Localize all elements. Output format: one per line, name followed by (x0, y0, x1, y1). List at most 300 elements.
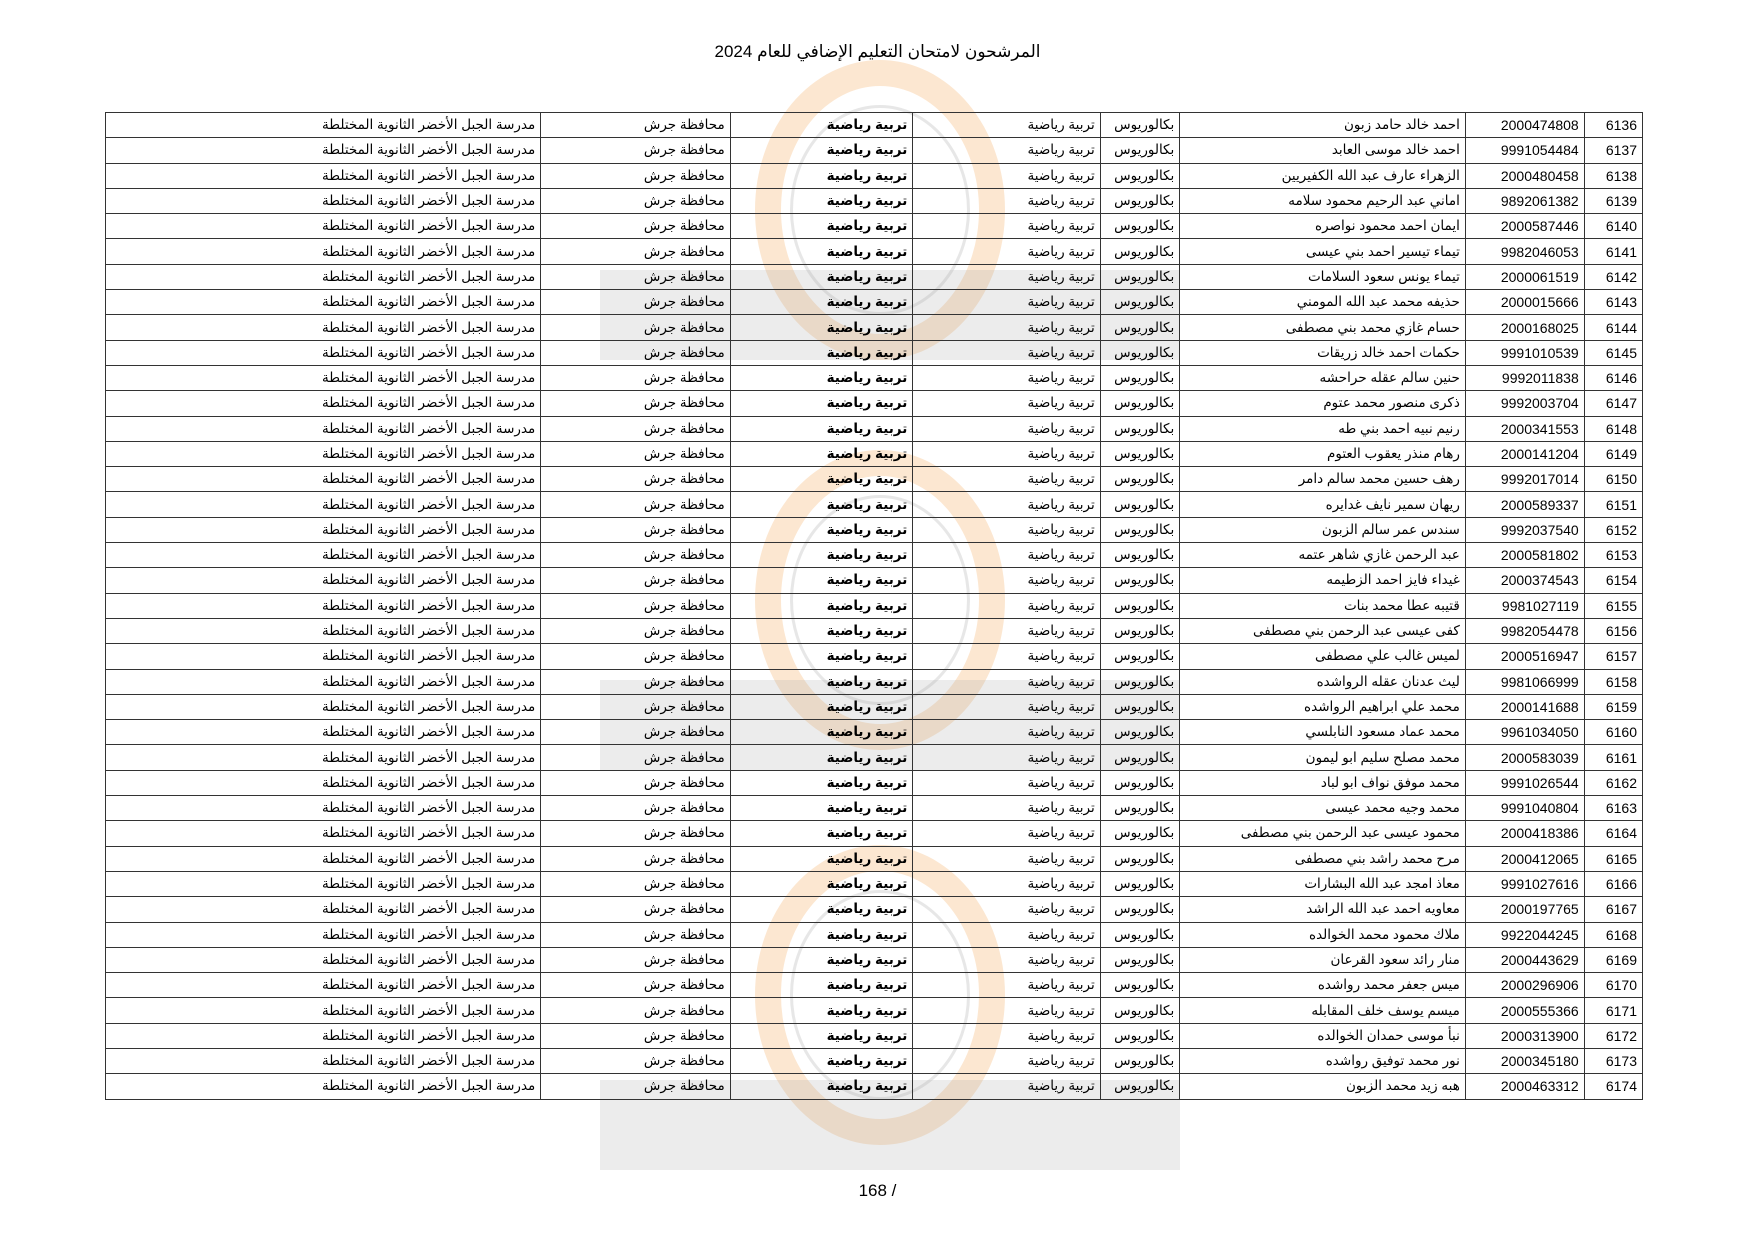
major-cell: تربية رياضية (913, 188, 1100, 213)
school-cell: مدرسة الجبل الأخضر الثانوية المختلطة (106, 745, 541, 770)
seq-cell: 6161 (1584, 745, 1642, 770)
exam-subject-cell: تربية رياضية (730, 568, 913, 593)
governorate-cell: محافظة جرش (541, 113, 730, 138)
name-cell: حكمات احمد خالد زريقات (1180, 340, 1466, 365)
table-row (106, 568, 1643, 593)
seq-cell: 6162 (1584, 770, 1642, 795)
seq-cell: 6172 (1584, 1023, 1642, 1048)
seq-cell: 6145 (1584, 340, 1642, 365)
degree-cell: بكالوريوس (1100, 543, 1180, 568)
seq-cell: 6174 (1584, 1074, 1642, 1099)
name-cell: محمد عماد مسعود النابلسي (1180, 720, 1466, 745)
school-cell: مدرسة الجبل الأخضر الثانوية المختلطة (106, 188, 541, 213)
exam-subject-cell: تربية رياضية (730, 973, 913, 998)
national-id-cell: 2000443629 (1465, 947, 1584, 972)
seq-cell: 6139 (1584, 188, 1642, 213)
governorate-cell: محافظة جرش (541, 517, 730, 542)
national-id-cell: 2000587446 (1465, 214, 1584, 239)
name-cell: غيداء فايز احمد الزطيمه (1180, 568, 1466, 593)
national-id-cell: 2000581802 (1465, 543, 1584, 568)
seq-cell: 6165 (1584, 846, 1642, 871)
table-row (106, 644, 1643, 669)
exam-subject-cell: تربية رياضية (730, 214, 913, 239)
seq-cell: 6171 (1584, 998, 1642, 1023)
name-cell: هبه زيد محمد الزبون (1180, 1074, 1466, 1099)
seq-cell: 6169 (1584, 947, 1642, 972)
national-id-cell: 2000141688 (1465, 694, 1584, 719)
major-cell: تربية رياضية (913, 163, 1100, 188)
governorate-cell: محافظة جرش (541, 340, 730, 365)
national-id-cell: 2000296906 (1465, 973, 1584, 998)
governorate-cell: محافظة جرش (541, 416, 730, 441)
school-cell: مدرسة الجبل الأخضر الثانوية المختلطة (106, 441, 541, 466)
school-cell: مدرسة الجبل الأخضر الثانوية المختلطة (106, 391, 541, 416)
governorate-cell: محافظة جرش (541, 694, 730, 719)
table-row (106, 821, 1643, 846)
exam-subject-cell: تربية رياضية (730, 998, 913, 1023)
seq-cell: 6168 (1584, 922, 1642, 947)
governorate-cell: محافظة جرش (541, 593, 730, 618)
table-row (106, 365, 1643, 390)
exam-subject-cell: تربية رياضية (730, 492, 913, 517)
exam-subject-cell: تربية رياضية (730, 846, 913, 871)
name-cell: احمد خالد موسى العابد (1180, 138, 1466, 163)
table-row (106, 340, 1643, 365)
national-id-cell: 9992037540 (1465, 517, 1584, 542)
exam-subject-cell: تربية رياضية (730, 796, 913, 821)
seq-cell: 6156 (1584, 618, 1642, 643)
governorate-cell: محافظة جرش (541, 745, 730, 770)
governorate-cell: محافظة جرش (541, 1023, 730, 1048)
seq-cell: 6164 (1584, 821, 1642, 846)
table-row (106, 1023, 1643, 1048)
national-id-cell: 9991010539 (1465, 340, 1584, 365)
major-cell: تربية رياضية (913, 720, 1100, 745)
degree-cell: بكالوريوس (1100, 897, 1180, 922)
governorate-cell: محافظة جرش (541, 365, 730, 390)
seq-cell: 6141 (1584, 239, 1642, 264)
major-cell: تربية رياضية (913, 340, 1100, 365)
school-cell: مدرسة الجبل الأخضر الثانوية المختلطة (106, 138, 541, 163)
exam-subject-cell: تربية رياضية (730, 1023, 913, 1048)
school-cell: مدرسة الجبل الأخضر الثانوية المختلطة (106, 543, 541, 568)
school-cell: مدرسة الجبل الأخضر الثانوية المختلطة (106, 568, 541, 593)
exam-subject-cell: تربية رياضية (730, 593, 913, 618)
governorate-cell: محافظة جرش (541, 163, 730, 188)
school-cell: مدرسة الجبل الأخضر الثانوية المختلطة (106, 517, 541, 542)
exam-subject-cell: تربية رياضية (730, 770, 913, 795)
seq-cell: 6173 (1584, 1048, 1642, 1073)
degree-cell: بكالوريوس (1100, 973, 1180, 998)
name-cell: الزهراء عارف عبد الله الكفيريين (1180, 163, 1466, 188)
degree-cell: بكالوريوس (1100, 315, 1180, 340)
name-cell: محمود عيسى عبد الرحمن بني مصطفى (1180, 821, 1466, 846)
major-cell: تربية رياضية (913, 669, 1100, 694)
name-cell: ريهان سمير نايف غدايره (1180, 492, 1466, 517)
national-id-cell: 2000197765 (1465, 897, 1584, 922)
name-cell: اماني عبد الرحيم محمود سلامه (1180, 188, 1466, 213)
national-id-cell: 2000480458 (1465, 163, 1584, 188)
school-cell: مدرسة الجبل الأخضر الثانوية المختلطة (106, 897, 541, 922)
degree-cell: بكالوريوس (1100, 922, 1180, 947)
table-row (106, 694, 1643, 719)
national-id-cell: 2000463312 (1465, 1074, 1584, 1099)
degree-cell: بكالوريوس (1100, 163, 1180, 188)
major-cell: تربية رياضية (913, 821, 1100, 846)
name-cell: محمد وجيه محمد عيسى (1180, 796, 1466, 821)
degree-cell: بكالوريوس (1100, 188, 1180, 213)
table-row (106, 492, 1643, 517)
exam-subject-cell: تربية رياضية (730, 1048, 913, 1073)
major-cell: تربية رياضية (913, 264, 1100, 289)
exam-subject-cell: تربية رياضية (730, 644, 913, 669)
table-row (106, 264, 1643, 289)
school-cell: مدرسة الجبل الأخضر الثانوية المختلطة (106, 593, 541, 618)
major-cell: تربية رياضية (913, 1048, 1100, 1073)
table-row (106, 846, 1643, 871)
degree-cell: بكالوريوس (1100, 770, 1180, 795)
table-row (106, 416, 1643, 441)
national-id-cell: 9961034050 (1465, 720, 1584, 745)
governorate-cell: محافظة جرش (541, 1048, 730, 1073)
exam-subject-cell: تربية رياضية (730, 1074, 913, 1099)
name-cell: محمد موفق نواف ابو لباد (1180, 770, 1466, 795)
seq-cell: 6157 (1584, 644, 1642, 669)
table-row (106, 922, 1643, 947)
national-id-cell: 2000168025 (1465, 315, 1584, 340)
exam-subject-cell: تربية رياضية (730, 745, 913, 770)
table-row (106, 239, 1643, 264)
exam-subject-cell: تربية رياضية (730, 669, 913, 694)
major-cell: تربية رياضية (913, 593, 1100, 618)
major-cell: تربية رياضية (913, 644, 1100, 669)
name-cell: حنين سالم عقله حراحشه (1180, 365, 1466, 390)
seq-cell: 6158 (1584, 669, 1642, 694)
national-id-cell: 2000474808 (1465, 113, 1584, 138)
exam-subject-cell: تربية رياضية (730, 618, 913, 643)
seq-cell: 6140 (1584, 214, 1642, 239)
school-cell: مدرسة الجبل الأخضر الثانوية المختلطة (106, 669, 541, 694)
name-cell: ميسم يوسف خلف المقابله (1180, 998, 1466, 1023)
national-id-cell: 2000516947 (1465, 644, 1584, 669)
name-cell: رهف حسين محمد سالم دامر (1180, 467, 1466, 492)
school-cell: مدرسة الجبل الأخضر الثانوية المختلطة (106, 340, 541, 365)
exam-subject-cell: تربية رياضية (730, 821, 913, 846)
major-cell: تربية رياضية (913, 897, 1100, 922)
name-cell: محمد علي ابراهيم الرواشده (1180, 694, 1466, 719)
name-cell: محمد مصلح سليم ابو ليمون (1180, 745, 1466, 770)
governorate-cell: محافظة جرش (541, 188, 730, 213)
school-cell: مدرسة الجبل الأخضر الثانوية المختلطة (106, 796, 541, 821)
degree-cell: بكالوريوس (1100, 1023, 1180, 1048)
governorate-cell: محافظة جرش (541, 871, 730, 896)
national-id-cell: 9992017014 (1465, 467, 1584, 492)
exam-subject-cell: تربية رياضية (730, 543, 913, 568)
school-cell: مدرسة الجبل الأخضر الثانوية المختلطة (106, 163, 541, 188)
table-row (106, 720, 1643, 745)
table-row (106, 745, 1643, 770)
exam-subject-cell: تربية رياضية (730, 163, 913, 188)
national-id-cell: 2000061519 (1465, 264, 1584, 289)
national-id-cell: 9991040804 (1465, 796, 1584, 821)
school-cell: مدرسة الجبل الأخضر الثانوية المختلطة (106, 1048, 541, 1073)
seq-cell: 6153 (1584, 543, 1642, 568)
table-row (106, 998, 1643, 1023)
governorate-cell: محافظة جرش (541, 391, 730, 416)
major-cell: تربية رياضية (913, 517, 1100, 542)
name-cell: مرح محمد راشد بني مصطفى (1180, 846, 1466, 871)
name-cell: ايمان احمد محمود نواصره (1180, 214, 1466, 239)
seq-cell: 6152 (1584, 517, 1642, 542)
major-cell: تربية رياضية (913, 694, 1100, 719)
major-cell: تربية رياضية (913, 998, 1100, 1023)
exam-subject-cell: تربية رياضية (730, 467, 913, 492)
school-cell: مدرسة الجبل الأخضر الثانوية المختلطة (106, 467, 541, 492)
seq-cell: 6166 (1584, 871, 1642, 896)
exam-subject-cell: تربية رياضية (730, 720, 913, 745)
school-cell: مدرسة الجبل الأخضر الثانوية المختلطة (106, 264, 541, 289)
degree-cell: بكالوريوس (1100, 796, 1180, 821)
seq-cell: 6142 (1584, 264, 1642, 289)
name-cell: رنيم نبيه احمد بني طه (1180, 416, 1466, 441)
exam-subject-cell: تربية رياضية (730, 138, 913, 163)
national-id-cell: 2000589337 (1465, 492, 1584, 517)
governorate-cell: محافظة جرش (541, 315, 730, 340)
table-row (106, 163, 1643, 188)
candidates-table (105, 112, 1643, 1100)
school-cell: مدرسة الجبل الأخضر الثانوية المختلطة (106, 694, 541, 719)
exam-subject-cell: تربية رياضية (730, 947, 913, 972)
major-cell: تربية رياضية (913, 745, 1100, 770)
name-cell: نبأ موسى حمدان الخوالده (1180, 1023, 1466, 1048)
table-row (106, 897, 1643, 922)
degree-cell: بكالوريوس (1100, 467, 1180, 492)
degree-cell: بكالوريوس (1100, 593, 1180, 618)
major-cell: تربية رياضية (913, 113, 1100, 138)
school-cell: مدرسة الجبل الأخضر الثانوية المختلطة (106, 416, 541, 441)
table-row (106, 315, 1643, 340)
degree-cell: بكالوريوس (1100, 517, 1180, 542)
national-id-cell: 2000418386 (1465, 821, 1584, 846)
national-id-cell: 2000313900 (1465, 1023, 1584, 1048)
degree-cell: بكالوريوس (1100, 214, 1180, 239)
table-row (106, 214, 1643, 239)
table-row (106, 290, 1643, 315)
major-cell: تربية رياضية (913, 973, 1100, 998)
degree-cell: بكالوريوس (1100, 365, 1180, 390)
school-cell: مدرسة الجبل الأخضر الثانوية المختلطة (106, 973, 541, 998)
school-cell: مدرسة الجبل الأخضر الثانوية المختلطة (106, 1074, 541, 1099)
national-id-cell: 9892061382 (1465, 188, 1584, 213)
school-cell: مدرسة الجبل الأخضر الثانوية المختلطة (106, 770, 541, 795)
national-id-cell: 2000341553 (1465, 416, 1584, 441)
school-cell: مدرسة الجبل الأخضر الثانوية المختلطة (106, 365, 541, 390)
national-id-cell: 2000555366 (1465, 998, 1584, 1023)
national-id-cell: 9992011838 (1465, 365, 1584, 390)
degree-cell: بكالوريوس (1100, 239, 1180, 264)
major-cell: تربية رياضية (913, 1074, 1100, 1099)
major-cell: تربية رياضية (913, 290, 1100, 315)
name-cell: نور محمد توفيق رواشده (1180, 1048, 1466, 1073)
table-row (106, 467, 1643, 492)
table-row (106, 1074, 1643, 1099)
governorate-cell: محافظة جرش (541, 973, 730, 998)
school-cell: مدرسة الجبل الأخضر الثانوية المختلطة (106, 922, 541, 947)
national-id-cell: 9982046053 (1465, 239, 1584, 264)
school-cell: مدرسة الجبل الأخضر الثانوية المختلطة (106, 618, 541, 643)
national-id-cell: 2000141204 (1465, 441, 1584, 466)
table-row (106, 593, 1643, 618)
exam-subject-cell: تربية رياضية (730, 264, 913, 289)
degree-cell: بكالوريوس (1100, 720, 1180, 745)
table-row (106, 770, 1643, 795)
table-row (106, 669, 1643, 694)
governorate-cell: محافظة جرش (541, 1074, 730, 1099)
seq-cell: 6170 (1584, 973, 1642, 998)
governorate-cell: محافظة جرش (541, 846, 730, 871)
table-row (106, 138, 1643, 163)
degree-cell: بكالوريوس (1100, 745, 1180, 770)
school-cell: مدرسة الجبل الأخضر الثانوية المختلطة (106, 846, 541, 871)
name-cell: حذيفه محمد عبد الله المومني (1180, 290, 1466, 315)
governorate-cell: محافظة جرش (541, 441, 730, 466)
school-cell: مدرسة الجبل الأخضر الثانوية المختلطة (106, 290, 541, 315)
name-cell: معاذ امجد عبد الله البشارات (1180, 871, 1466, 896)
degree-cell: بكالوريوس (1100, 113, 1180, 138)
page-title: المرشحون لامتحان التعليم الإضافي للعام 2024 (714, 42, 1041, 61)
governorate-cell: محافظة جرش (541, 796, 730, 821)
exam-subject-cell: تربية رياضية (730, 391, 913, 416)
exam-subject-cell: تربية رياضية (730, 694, 913, 719)
name-cell: تيماء يونس سعود السلامات (1180, 264, 1466, 289)
school-cell: مدرسة الجبل الأخضر الثانوية المختلطة (106, 871, 541, 896)
exam-subject-cell: تربية رياضية (730, 897, 913, 922)
name-cell: احمد خالد حامد زبون (1180, 113, 1466, 138)
exam-subject-cell: تربية رياضية (730, 290, 913, 315)
table-row (106, 947, 1643, 972)
table-row (106, 796, 1643, 821)
degree-cell: بكالوريوس (1100, 264, 1180, 289)
seq-cell: 6167 (1584, 897, 1642, 922)
governorate-cell: محافظة جرش (541, 644, 730, 669)
name-cell: كفى عيسى عبد الرحمن بني مصطفى (1180, 618, 1466, 643)
national-id-cell: 9981027119 (1465, 593, 1584, 618)
governorate-cell: محافظة جرش (541, 467, 730, 492)
school-cell: مدرسة الجبل الأخضر الثانوية المختلطة (106, 998, 541, 1023)
governorate-cell: محافظة جرش (541, 669, 730, 694)
seq-cell: 6148 (1584, 416, 1642, 441)
governorate-cell: محافظة جرش (541, 821, 730, 846)
degree-cell: بكالوريوس (1100, 441, 1180, 466)
page-number: 168 / (858, 1181, 897, 1200)
national-id-cell: 9992003704 (1465, 391, 1584, 416)
major-cell: تربية رياضية (913, 770, 1100, 795)
major-cell: تربية رياضية (913, 365, 1100, 390)
major-cell: تربية رياضية (913, 391, 1100, 416)
major-cell: تربية رياضية (913, 214, 1100, 239)
governorate-cell: محافظة جرش (541, 492, 730, 517)
name-cell: ليث عدنان عقله الرواشده (1180, 669, 1466, 694)
seq-cell: 6137 (1584, 138, 1642, 163)
school-cell: مدرسة الجبل الأخضر الثانوية المختلطة (106, 644, 541, 669)
name-cell: لميس غالب علي مصطفى (1180, 644, 1466, 669)
table-row (106, 113, 1643, 138)
major-cell: تربية رياضية (913, 846, 1100, 871)
seq-cell: 6151 (1584, 492, 1642, 517)
name-cell: منار رائد سعود القرعان (1180, 947, 1466, 972)
major-cell: تربية رياضية (913, 922, 1100, 947)
degree-cell: بكالوريوس (1100, 871, 1180, 896)
degree-cell: بكالوريوس (1100, 644, 1180, 669)
major-cell: تربية رياضية (913, 796, 1100, 821)
governorate-cell: محافظة جرش (541, 239, 730, 264)
major-cell: تربية رياضية (913, 492, 1100, 517)
degree-cell: بكالوريوس (1100, 618, 1180, 643)
table-row (106, 871, 1643, 896)
exam-subject-cell: تربية رياضية (730, 517, 913, 542)
name-cell: تيماء تيسير احمد بني عيسى (1180, 239, 1466, 264)
school-cell: مدرسة الجبل الأخضر الثانوية المختلطة (106, 947, 541, 972)
name-cell: ذكرى منصور محمد عتوم (1180, 391, 1466, 416)
exam-subject-cell: تربية رياضية (730, 416, 913, 441)
seq-cell: 6155 (1584, 593, 1642, 618)
governorate-cell: محافظة جرش (541, 214, 730, 239)
exam-subject-cell: تربية رياضية (730, 871, 913, 896)
degree-cell: بكالوريوس (1100, 340, 1180, 365)
table-row (106, 441, 1643, 466)
seq-cell: 6136 (1584, 113, 1642, 138)
national-id-cell: 2000345180 (1465, 1048, 1584, 1073)
major-cell: تربية رياضية (913, 871, 1100, 896)
national-id-cell: 2000412065 (1465, 846, 1584, 871)
degree-cell: بكالوريوس (1100, 947, 1180, 972)
seq-cell: 6138 (1584, 163, 1642, 188)
major-cell: تربية رياضية (913, 618, 1100, 643)
governorate-cell: محافظة جرش (541, 543, 730, 568)
major-cell: تربية رياضية (913, 441, 1100, 466)
table-row (106, 391, 1643, 416)
school-cell: مدرسة الجبل الأخضر الثانوية المختلطة (106, 1023, 541, 1048)
major-cell: تربية رياضية (913, 568, 1100, 593)
degree-cell: بكالوريوس (1100, 1048, 1180, 1073)
exam-subject-cell: تربية رياضية (730, 340, 913, 365)
name-cell: ميس جعفر محمد رواشده (1180, 973, 1466, 998)
governorate-cell: محافظة جرش (541, 290, 730, 315)
national-id-cell: 9981066999 (1465, 669, 1584, 694)
degree-cell: بكالوريوس (1100, 1074, 1180, 1099)
degree-cell: بكالوريوس (1100, 391, 1180, 416)
national-id-cell: 2000374543 (1465, 568, 1584, 593)
table-row (106, 188, 1643, 213)
degree-cell: بكالوريوس (1100, 290, 1180, 315)
national-id-cell: 9922044245 (1465, 922, 1584, 947)
exam-subject-cell: تربية رياضية (730, 239, 913, 264)
exam-subject-cell: تربية رياضية (730, 315, 913, 340)
governorate-cell: محافظة جرش (541, 947, 730, 972)
exam-subject-cell: تربية رياضية (730, 365, 913, 390)
school-cell: مدرسة الجبل الأخضر الثانوية المختلطة (106, 492, 541, 517)
degree-cell: بكالوريوس (1100, 846, 1180, 871)
governorate-cell: محافظة جرش (541, 897, 730, 922)
degree-cell: بكالوريوس (1100, 492, 1180, 517)
governorate-cell: محافظة جرش (541, 138, 730, 163)
exam-subject-cell: تربية رياضية (730, 113, 913, 138)
degree-cell: بكالوريوس (1100, 416, 1180, 441)
national-id-cell: 9991027616 (1465, 871, 1584, 896)
school-cell: مدرسة الجبل الأخضر الثانوية المختلطة (106, 821, 541, 846)
table-row (106, 973, 1643, 998)
seq-cell: 6163 (1584, 796, 1642, 821)
